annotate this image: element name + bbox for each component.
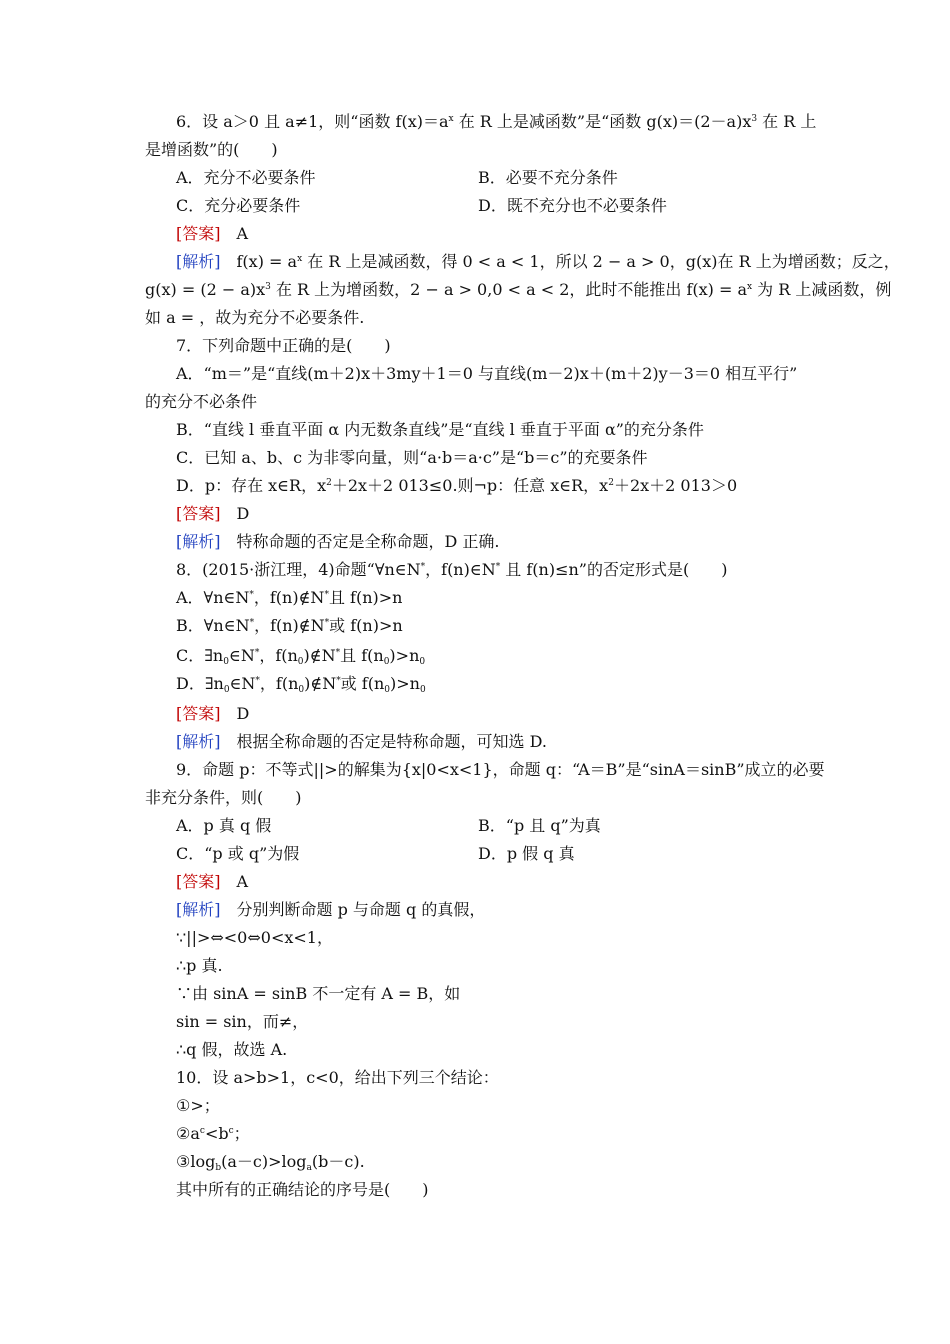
- text-run: D: [220, 504, 250, 523]
- text-run: ，f(n: [259, 646, 298, 665]
- text-line: [145, 280, 891, 300]
- text-run: C．充分必要条件: [176, 196, 301, 215]
- text-run: 或 f(n: [340, 674, 385, 693]
- text-run: 0: [297, 657, 304, 667]
- text-run: ；: [233, 1124, 250, 1143]
- text-run: ，f(n)∉N: [253, 588, 325, 607]
- text-run: B．必要不充分条件: [478, 168, 618, 187]
- text-run: A．充分不必要条件: [176, 168, 316, 187]
- text-run: *: [336, 676, 341, 686]
- text-run: 在 R 上: [757, 112, 817, 131]
- text-run: D．p：存在 x∈R，x: [176, 476, 327, 495]
- text-run: ∈N: [229, 674, 256, 693]
- text-run: 0: [384, 685, 391, 695]
- text-line: [176, 760, 825, 780]
- text-line: [176, 1040, 287, 1060]
- text-run: C．已知 a、b、c 为非零向量，则“a·b＝a·c”是“b＝c”的充要条件: [176, 448, 648, 467]
- text-line: [176, 872, 248, 892]
- text-run: ②a: [176, 1124, 200, 1143]
- text-line: [176, 704, 249, 724]
- text-line: [176, 196, 300, 216]
- text-run: )>n: [389, 646, 420, 665]
- text-run: sin = sin，而≠，: [176, 1012, 309, 1031]
- text-run: D．∃n: [176, 674, 224, 693]
- text-line: [176, 588, 402, 608]
- text-run: ，f(n)∈N: [425, 560, 496, 579]
- text-run: A．p 真 q 假: [176, 816, 272, 835]
- text-run: *: [249, 618, 255, 628]
- text-run: *: [254, 648, 260, 658]
- answer-label: [答案]: [176, 704, 221, 723]
- text-run: 9．命题 p：不等式||>的解集为{x|0<x<1}，命题 q：“A＝B”是“sinA＝sinB”成立的必要: [176, 760, 825, 779]
- text-run: g(x) = (2 − a)x: [145, 280, 266, 299]
- text-run: ∵由 sinA = sinB 不一定有 A = B，如: [176, 984, 461, 1003]
- text-run: 且 f(n: [340, 646, 384, 665]
- text-run: (b－c).: [311, 1152, 365, 1171]
- text-run: 特称命题的否定是全称命题，D 正确.: [220, 532, 500, 551]
- text-run: A: [220, 224, 249, 243]
- text-line: [176, 1180, 429, 1200]
- text-run: *: [495, 562, 501, 572]
- text-run: 2: [608, 478, 614, 488]
- text-run: B．“p 且 q”为真: [478, 816, 601, 835]
- text-line: [176, 560, 727, 580]
- text-line: [176, 336, 391, 356]
- text-run: A．“m＝”是“直线(m＋2)x＋3my＋1＝0 与直线(m－2)x＋(m＋2)y－3＝0 相互平行”: [176, 364, 798, 383]
- text-line: [176, 168, 316, 188]
- text-run: D．p 假 q 真: [478, 844, 575, 863]
- text-run: x: [297, 254, 303, 264]
- text-line: [176, 1012, 308, 1032]
- text-run: 在 R 上是减函数，得 0 < a < 1，所以 2 − a > 0，g(x)在 R 上为增函数；反之，: [302, 252, 900, 271]
- text-run: 0: [383, 657, 390, 667]
- text-run: b: [215, 1163, 222, 1173]
- text-run: f(x) = a: [220, 252, 298, 271]
- text-line: [176, 816, 271, 836]
- text-line: [478, 168, 618, 188]
- text-line: [176, 732, 547, 752]
- text-run: c: [199, 1126, 205, 1136]
- text-run: C．∃n: [176, 646, 224, 665]
- text-line: [176, 956, 223, 976]
- text-run: *: [324, 590, 329, 600]
- text-line: [145, 788, 302, 808]
- text-line: [145, 140, 278, 160]
- text-run: ③log: [176, 1152, 216, 1171]
- text-line: [176, 674, 426, 694]
- text-run: a: [306, 1163, 312, 1173]
- text-line: [478, 196, 667, 216]
- analysis-label: [解析]: [176, 900, 221, 919]
- text-line: [176, 928, 333, 948]
- text-run: 且 f(n)≤n”的否定形式是( ): [500, 560, 728, 579]
- text-run: ∴p 真.: [176, 956, 223, 975]
- text-run: 为 R 上减函数，例: [752, 280, 892, 299]
- text-run: ＋2x＋2 013≤0.则¬p：任意 x∈R，x: [331, 476, 609, 495]
- text-run: 2: [326, 478, 332, 488]
- text-run: ＋2x＋2 013＞0: [613, 476, 738, 495]
- text-line: [176, 646, 425, 666]
- text-line: [145, 392, 257, 412]
- text-run: 分别判断命题 p 与命题 q 的真假，: [220, 900, 486, 919]
- text-run: x: [747, 282, 753, 292]
- text-run: 7．下列命题中正确的是( ): [176, 336, 391, 355]
- text-run: ∈N: [228, 646, 255, 665]
- text-run: *: [335, 648, 341, 658]
- text-run: <b: [204, 1124, 229, 1143]
- text-run: 0: [298, 685, 305, 695]
- text-run: ，f(n)∉N: [254, 616, 325, 635]
- text-run: 0: [419, 685, 426, 695]
- text-run: )∉N: [304, 674, 337, 693]
- text-run: )>n: [390, 674, 420, 693]
- text-run: C．“p 或 q”为假: [176, 844, 300, 863]
- text-run: 是增函数”的( ): [145, 140, 278, 159]
- text-run: *: [420, 562, 426, 572]
- answer-label: [答案]: [176, 224, 221, 243]
- text-line: [176, 844, 299, 864]
- text-line: [478, 844, 575, 864]
- text-line: [176, 224, 248, 244]
- text-run: 10．设 a>b>1，c<0，给出下列三个结论：: [176, 1068, 499, 1087]
- text-run: 且 f(n)>n: [328, 588, 403, 607]
- text-run: (a－c)>log: [221, 1152, 307, 1171]
- text-line: [176, 1124, 250, 1144]
- text-run: A: [220, 872, 249, 891]
- text-run: D: [220, 704, 250, 723]
- text-run: ∵||>⇔<0⇔0<x<1，: [176, 928, 333, 947]
- text-line: [176, 448, 648, 468]
- text-run: ∴q 假，故选 A.: [176, 1040, 288, 1059]
- text-run: D．既不充分也不必要条件: [478, 196, 667, 215]
- text-line: [176, 1152, 365, 1172]
- analysis-label: [解析]: [176, 732, 221, 751]
- text-run: 8．(2015·浙江理，4)命题“∀n∈N: [176, 560, 421, 579]
- text-line: [176, 364, 797, 384]
- answer-label: [答案]: [176, 504, 221, 523]
- text-run: 0: [223, 657, 229, 667]
- text-line: [176, 252, 900, 272]
- text-run: 3: [751, 114, 758, 124]
- text-run: 的充分不必条件: [145, 392, 258, 411]
- text-line: [176, 532, 500, 552]
- text-run: B．∀n∈N: [176, 616, 250, 635]
- text-run: 0: [223, 685, 230, 695]
- text-line: [176, 616, 403, 636]
- text-run: )∉N: [303, 646, 336, 665]
- text-run: 根据全称命题的否定是特称命题，可知选 D.: [220, 732, 547, 751]
- text-run: 3: [265, 282, 271, 292]
- text-line: [176, 900, 485, 920]
- text-run: 在 R 上是减函数”是“函数 g(x)＝(2－a)x: [453, 112, 752, 131]
- text-run: 或 f(n)>n: [329, 616, 403, 635]
- text-run: 0: [419, 657, 426, 667]
- text-run: x: [448, 114, 454, 124]
- analysis-label: [解析]: [176, 532, 221, 551]
- text-run: *: [324, 618, 330, 628]
- text-line: [176, 420, 704, 440]
- text-run: 6．设 a＞0 且 a≠1，则“函数 f(x)＝a: [176, 112, 449, 131]
- answer-label: [答案]: [176, 872, 221, 891]
- text-run: ，f(n: [259, 674, 299, 693]
- text-line: [176, 1096, 220, 1116]
- text-run: ①>；: [176, 1096, 220, 1115]
- text-line: [176, 476, 737, 496]
- text-run: 如 a = ，故为充分不必要条件.: [145, 308, 365, 327]
- text-run: A．∀n∈N: [176, 588, 250, 607]
- text-run: *: [255, 676, 260, 686]
- text-line: [176, 504, 249, 524]
- text-line: [145, 308, 364, 328]
- text-run: *: [249, 590, 254, 600]
- analysis-label: [解析]: [176, 252, 221, 271]
- text-run: 非充分条件，则( ): [145, 788, 302, 807]
- text-line: [176, 112, 816, 132]
- text-line: [176, 984, 460, 1004]
- text-run: 其中所有的正确结论的序号是( ): [176, 1180, 429, 1199]
- text-run: c: [228, 1126, 234, 1136]
- text-run: 在 R 上为增函数，2 − a > 0,0 < a < 2，此时不能推出 f(x) = a: [270, 280, 748, 299]
- text-run: B．“直线 l 垂直平面 α 内无数条直线”是“直线 l 垂直于平面 α”的充分条件: [176, 420, 704, 439]
- text-line: [478, 816, 601, 836]
- text-line: [176, 1068, 499, 1088]
